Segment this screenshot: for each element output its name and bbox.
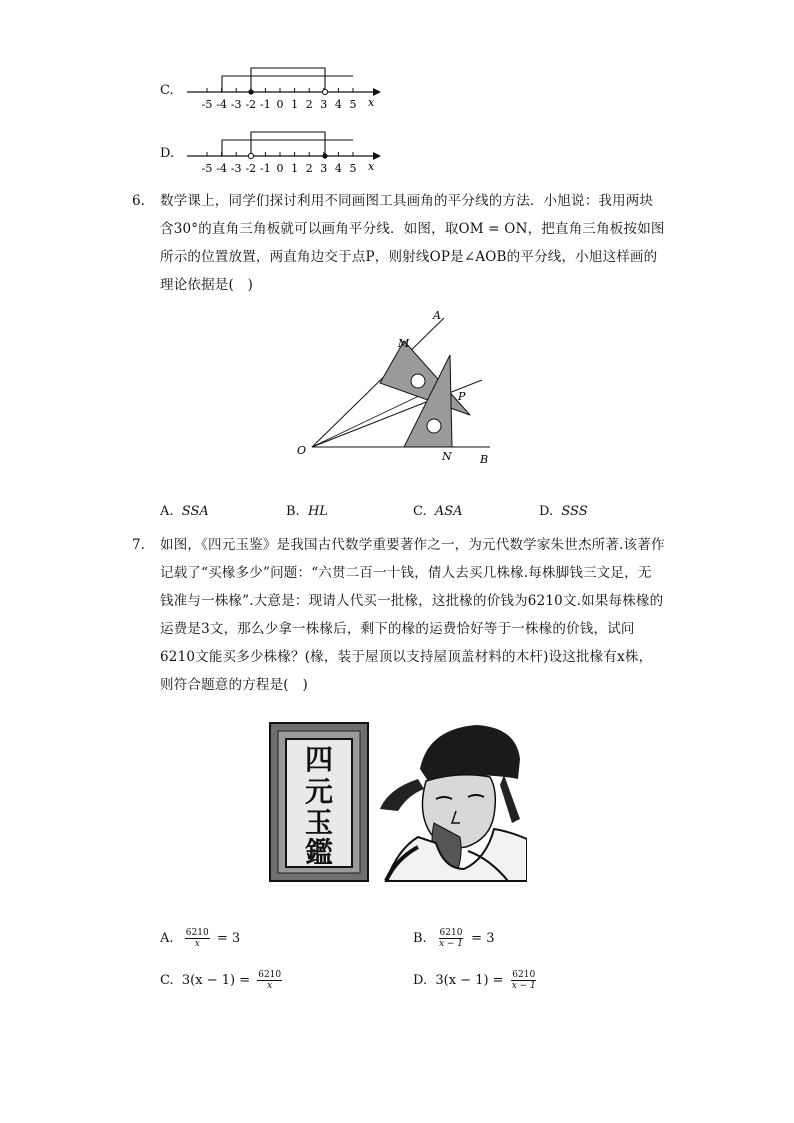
- tick-label: -3: [230, 98, 242, 111]
- tick-label: -3: [230, 162, 242, 175]
- tick-label: 1: [291, 98, 299, 111]
- q7-option-b[interactable]: B. $\frac{6210}{x - 1}$ = 3: [413, 928, 495, 949]
- label-b: B: [480, 453, 489, 466]
- hollow-point-c: [322, 89, 327, 94]
- axis-x-label: x: [368, 160, 375, 173]
- book-title-char: 元: [304, 775, 334, 808]
- tick-label: -4: [216, 98, 227, 111]
- tick-label: -4: [216, 162, 227, 175]
- q6-option-c[interactable]: C. ASA: [413, 504, 463, 519]
- solid-point-d: [322, 153, 327, 158]
- tick-label: 3: [320, 98, 328, 111]
- tick-label: 4: [334, 162, 342, 175]
- tick-label: 4: [334, 98, 342, 111]
- q7-option-d[interactable]: D. 3(x − 1) = $\frac{6210}{x - 1}$: [413, 970, 536, 991]
- label-o: O: [297, 444, 307, 457]
- siyuan-yujian-illustration: [268, 719, 527, 884]
- q6-option-b[interactable]: B. HL: [286, 504, 328, 519]
- q7-number: 7.: [132, 537, 145, 553]
- option-d-label: D.: [160, 146, 175, 161]
- tick-label: 0: [276, 98, 284, 111]
- q7-option-c[interactable]: C. 3(x − 1) = $\frac{6210}{x}$: [160, 970, 282, 991]
- tick-label: 5: [349, 98, 357, 111]
- tick-label: -1: [260, 162, 271, 175]
- book-title: [305, 743, 333, 869]
- q6-figure: [292, 305, 507, 470]
- q7-option-a[interactable]: A. $\frac{6210}{x}$ = 3: [160, 928, 241, 949]
- tick-label: -5: [201, 98, 213, 111]
- tick-label: -2: [245, 162, 257, 175]
- tick-label: 0: [276, 162, 284, 175]
- number-line-d: [185, 130, 385, 178]
- book-title-char: 四: [304, 743, 334, 776]
- ray-op: [312, 380, 482, 447]
- tick-label: 2: [305, 162, 313, 175]
- tick-label: 2: [305, 98, 313, 111]
- tick-label: -5: [201, 162, 213, 175]
- tick-label: 1: [291, 162, 299, 175]
- tick-label: 5: [349, 162, 357, 175]
- q6-option-a[interactable]: A. SSA: [160, 504, 209, 519]
- label-m: M: [398, 337, 410, 350]
- tick-label: -2: [245, 98, 257, 111]
- q6-option-d[interactable]: D. SSS: [539, 504, 588, 519]
- tick-label: -1: [260, 98, 271, 111]
- option-c-label: C.: [160, 83, 174, 98]
- number-line-c: [185, 66, 385, 114]
- q6-number: 6.: [132, 193, 145, 209]
- hollow-point-d: [248, 153, 253, 158]
- q7-text: 如图，《四元玉鉴》是我国古代数学重要著作之一，为元代数学家朱世杰所著.该著作记载了“买椽多少”问题：“六贯二百一十钱，倩人去买几株椽.每株脚钱三文足，无钱准与一株椽”.大意是：现请人代买一批椽，这批椽的价钱为6210文.如果每株椽的运费是3文，那么少拿一株椽后，剩下的椽的运费恰好等于一株椽的价钱，试问6210文能买多少株椽？(椽，装于屋顶以支持屋顶盖材料的木杆)设这批椽有x株，则符合题意的方程是( ): [160, 537, 665, 693]
- solid-point-c: [248, 89, 253, 94]
- q6-text: 数学课上，同学们探讨利用不同画图工具画角的平分线的方法．小旭说：我用两块含30°的直角三角板就可以画角平分线．如图，取OM = ON，把直角三角板按如图所示的位置放置，两直角边交于点P，则射线OP是∠AOB的平分线，小旭这样画的理论依据是( ): [160, 193, 665, 293]
- tick-label: 3: [320, 162, 328, 175]
- book-title-char: 鑑: [304, 836, 334, 869]
- label-p: P: [458, 390, 466, 403]
- label-n: N: [442, 450, 452, 463]
- axis-x-label: x: [368, 96, 375, 109]
- book-title-char: 玉: [304, 806, 334, 839]
- label-a: A: [433, 309, 441, 322]
